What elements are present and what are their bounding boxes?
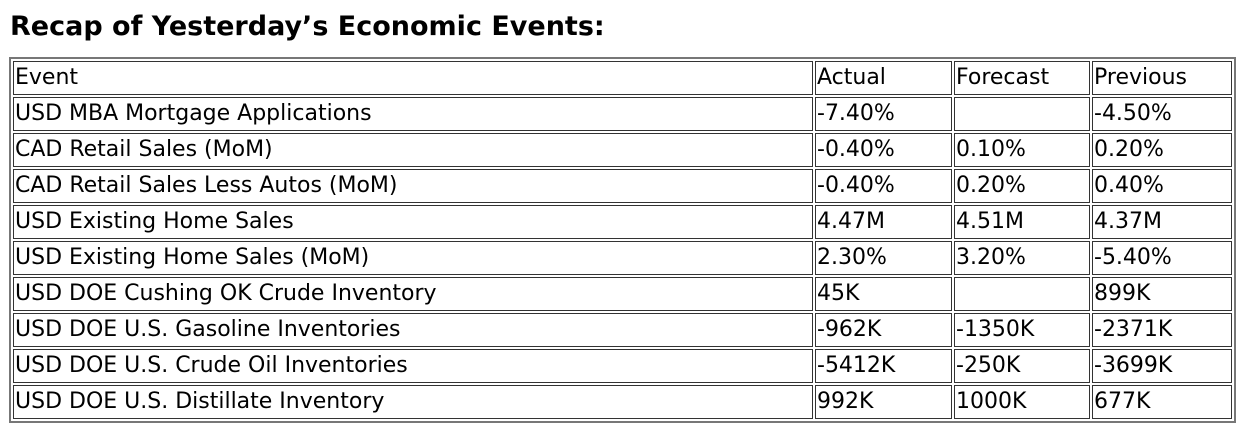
event-cell: USD Existing Home Sales (MoM)	[13, 241, 813, 275]
table-row	[13, 205, 1232, 239]
forecast-cell: 1000K	[954, 385, 1090, 419]
actual-cell: -0.40%	[815, 169, 952, 203]
actual-cell: -0.40%	[815, 133, 952, 167]
table-header-row	[13, 61, 1232, 95]
previous-cell: -4.50%	[1092, 97, 1232, 131]
actual-cell: -5412K	[815, 349, 952, 383]
forecast-cell: -1350K	[954, 313, 1090, 347]
forecast-cell	[954, 277, 1090, 311]
forecast-cell: 3.20%	[954, 241, 1090, 275]
actual-cell: 992K	[815, 385, 952, 419]
table-row	[13, 133, 1232, 167]
previous-cell: -2371K	[1092, 313, 1232, 347]
previous-cell: 0.40%	[1092, 169, 1232, 203]
column-header-event: Event	[13, 61, 813, 95]
actual-cell: -962K	[815, 313, 952, 347]
actual-cell: 45K	[815, 277, 952, 311]
forecast-cell: 4.51M	[954, 205, 1090, 239]
table-row	[13, 385, 1232, 419]
previous-cell: 899K	[1092, 277, 1232, 311]
table-row	[13, 97, 1232, 131]
economic-events-table	[9, 57, 1236, 423]
page-title: Recap of Yesterday’s Economic Events:	[10, 11, 605, 42]
column-header-previous: Previous	[1092, 61, 1232, 95]
table-row	[13, 313, 1232, 347]
previous-cell: 4.37M	[1092, 205, 1232, 239]
event-cell: USD DOE U.S. Distillate Inventory	[13, 385, 813, 419]
previous-cell: 0.20%	[1092, 133, 1232, 167]
previous-cell: -3699K	[1092, 349, 1232, 383]
actual-cell: 4.47M	[815, 205, 952, 239]
previous-cell: -5.40%	[1092, 241, 1232, 275]
event-cell: USD Existing Home Sales	[13, 205, 813, 239]
event-cell: USD DOE U.S. Gasoline Inventories	[13, 313, 813, 347]
forecast-cell: 0.20%	[954, 169, 1090, 203]
forecast-cell: -250K	[954, 349, 1090, 383]
event-cell: USD MBA Mortgage Applications	[13, 97, 813, 131]
event-cell: CAD Retail Sales (MoM)	[13, 133, 813, 167]
forecast-cell: 0.10%	[954, 133, 1090, 167]
table-row	[13, 169, 1232, 203]
actual-cell: -7.40%	[815, 97, 952, 131]
event-cell: USD DOE Cushing OK Crude Inventory	[13, 277, 813, 311]
forecast-cell	[954, 97, 1090, 131]
event-cell: USD DOE U.S. Crude Oil Inventories	[13, 349, 813, 383]
column-header-actual: Actual	[815, 61, 952, 95]
table-row	[13, 277, 1232, 311]
table-row	[13, 349, 1232, 383]
actual-cell: 2.30%	[815, 241, 952, 275]
table-row	[13, 241, 1232, 275]
column-header-forecast: Forecast	[954, 61, 1090, 95]
event-cell: CAD Retail Sales Less Autos (MoM)	[13, 169, 813, 203]
previous-cell: 677K	[1092, 385, 1232, 419]
